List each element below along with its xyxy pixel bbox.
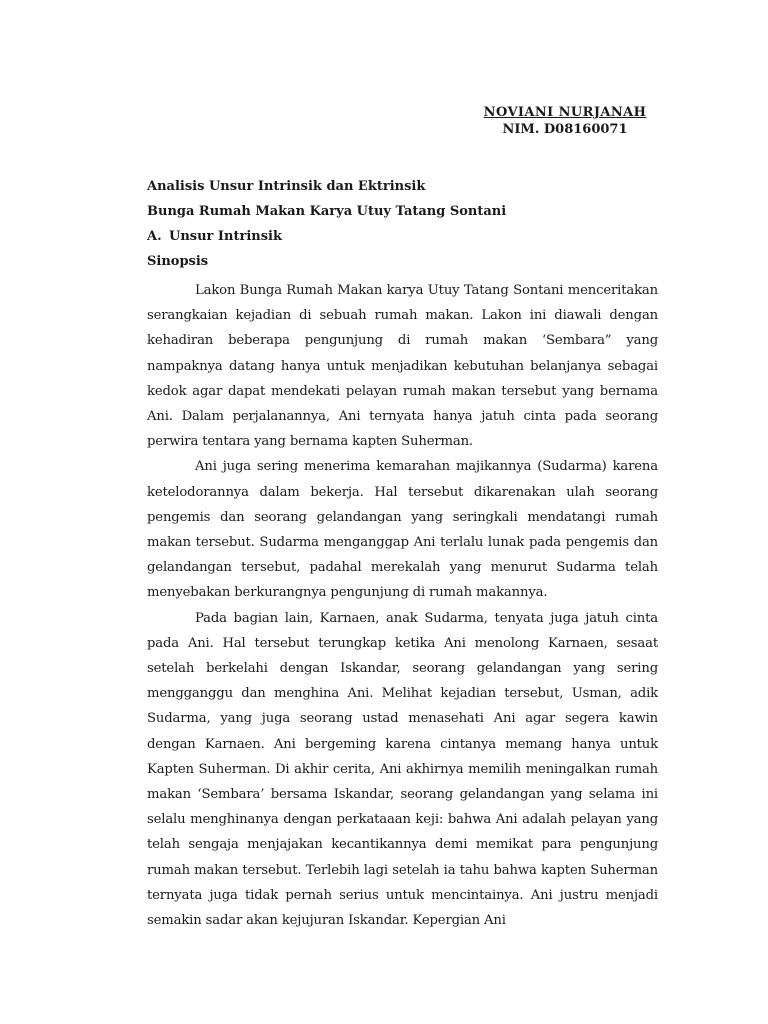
author-block <box>440 104 690 138</box>
subsection-heading: Sinopsis <box>147 254 209 269</box>
synopsis-paragraph-1: Lakon Bunga Rumah Makan karya Utuy Tatang Sontani menceritakan serangkaian kejadian di sebuah rumah makan. Lakon ini diawali dengan kehadiran beberapa pengunjung di rumah makan ‘Sembara” yang nampaknya datang hanya untuk menjadikan kebutuhan belanjanya sebagai kedok agar dapat mendekati pelayan rumah makan tersebut yang bernama Ani. Dalam perjalanannya, Ani ternyata hanya jatuh cinta pada seorang perwira tentara yang bernama kapten Suherman. <box>147 283 658 450</box>
section-heading <box>147 228 658 253</box>
document-body <box>147 178 658 933</box>
student-id: NIM. D08160071 <box>502 122 628 137</box>
section-title: Unsur Intrinsik <box>169 229 282 244</box>
section-number: A. <box>147 229 162 244</box>
synopsis-paragraph-2: Ani juga sering menerima kemarahan majikannya (Sudarma) karena ketelodorannya dalam bekerja. Hal tersebut dikarenakan ulah seorang pengemis dan seorang gelandangan yang seringkali mendatangi rumah makan tersebut. Sudarma menganggap Ani terlalu lunak pada pengemis dan gelandangan tersebut, padahal merekalah yang menurut Sudarma telah menyebakan berkurangnya pengunjung di rumah makannya. <box>147 459 658 601</box>
author-name: NOVIANI NURJANAH <box>483 105 647 120</box>
synopsis-paragraph-3: Pada bagian lain, Karnaen, anak Sudarma, tenyata juga jatuh cinta pada Ani. Hal tersebut terungkap ketika Ani menolong Karnaen, sesaat setelah berkelahi dengan Iskandar, seorang gelandangan yang sering mengganggu dan menghina Ani. Melihat kejadian tersebut, Usman, adik Sudarma, yang juga seorang ustad menasehati Ani agar segera kawin dengan Karnaen. Ani bergeming karena cintanya memang hanya untuk Kapten Suherman. Di akhir cerita, Ani akhirnya memilih meningalkan rumah makan ‘Sembara’ bersama Iskandar, seorang gelandangan yang selama ini selalu menghinanya dengan perkataaan keji: bahwa Ani adalah pelayan yang telah sengaja menjajakan kecantikannya demi memikat para pengunjung rumah makan tersebut. Terlebih lagi setelah ia tahu bahwa kapten Suherman ternyata juga tidak pernah serius untuk mencintainya. Ani justru menjadi semakin sadar akan kejujuran Iskandar. Kepergian Ani <box>147 610 658 929</box>
document-title-line-2: Bunga Rumah Makan Karya Utuy Tatang Sontani <box>147 204 507 219</box>
document-title-line-1: Analisis Unsur Intrinsik dan Ektrinsik <box>147 179 426 194</box>
